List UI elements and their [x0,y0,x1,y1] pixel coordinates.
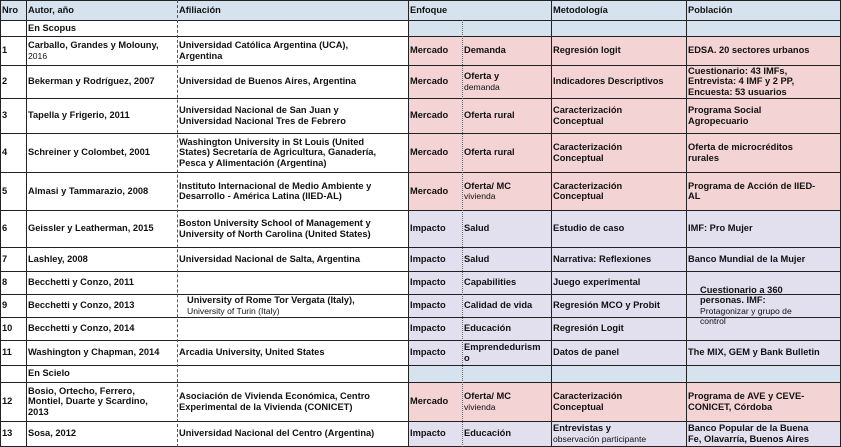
author-text: Bosio, Ortecho, Ferrero, Montiel, Duarte y Scardino, 2013 [28,385,148,417]
metodologia-cell [551,421,686,446]
merged-population-text: Cuestionario a 360 personas. IMF: [700,284,783,305]
autor-cell [26,340,177,365]
topic-text: Oferta/ MC [464,391,512,401]
approach-text: Impacto [410,223,446,234]
column-divider [551,0,552,447]
author-text: Becchetti y Conzo, 2011 [28,277,134,288]
nro-cell [0,247,26,271]
affiliation-text: Washington University in St Louis (United States) Secretaría de Agricultura, Ganadería, Pesca y Alimentación (Argentina) [179,136,377,168]
enfoque-cell [408,210,462,247]
topic-text: Salud [464,253,490,264]
approach-text: Mercado [410,76,449,87]
topic-text: Oferta/ MC [464,180,512,191]
afiliacion-cell [177,65,408,98]
topic-text: Calidad de vida [464,300,533,311]
tema-cell [462,421,551,446]
afiliacion-cell [177,340,408,365]
autor-cell [26,172,177,210]
method-text: Juego experimental [553,277,641,288]
approach-text: Mercado [410,396,449,407]
affiliation-text: Instituto Internacional de Medio Ambiente y Desarrollo - América Latina (IIED-AL) [179,180,372,201]
author-text: Geissler y Leatherman, 2015 [28,223,154,234]
poblacion-cell [686,421,840,446]
nro-cell [0,36,26,65]
row-number: 2 [2,76,8,87]
enfoque-cell [408,340,462,365]
approach-text: Impacto [410,428,446,439]
author-text: Carballo, Grandes y Molouny, [28,40,159,50]
method-text: Caracterización Conceptual [553,391,623,412]
author-text: Almasi y Tammarazio, 2008 [28,185,149,196]
row-divider [0,340,841,341]
autor-cell [26,210,177,247]
header-enfoque [408,0,462,20]
autor-cell [26,65,177,98]
population-text: Programa de Acción de IIED- AL [688,180,816,201]
poblacion-cell [686,340,840,365]
metodologia-cell [551,271,686,294]
topic-sub: vivienda [464,191,496,201]
merged-poblacion-cell [686,271,840,340]
approach-text: Impacto [410,253,446,264]
topic-text: Salud [464,223,490,234]
affiliation-text: Universidad Nacional de Salta, Argentina [179,253,360,264]
enfoque-cell [408,65,462,98]
nro-cell [0,294,26,317]
header-nro-label: Nro [2,5,19,15]
topic-sub: vivienda [464,401,496,412]
tema-cell [462,36,551,65]
afiliacion-cell [177,98,408,133]
affiliation-text: Asociación de Vivienda Económica, Centro Experimental de la Vivienda (CONICET) [179,391,370,412]
enfoque-cell [408,317,462,340]
section-title: En Scopus [28,22,77,33]
poblacion-cell [686,36,840,65]
enfoque-cell [408,382,462,421]
population-text: Banco Popular de la Buena Fe, Olavarría, Buenos Aires [688,423,810,444]
header-poblacion [686,0,840,20]
approach-text: Impacto [410,277,446,288]
topic-text: Educación [464,428,512,439]
autor-cell [26,421,177,446]
row-number: 13 [2,428,13,439]
method-text: Narrativa: Reflexiones [553,253,652,264]
row-number: 5 [2,185,8,196]
tema-cell [462,210,551,247]
approach-text: Mercado [410,45,449,56]
poblacion-cell [686,65,840,98]
author-text: Tapella y Frigerio, 2011 [28,110,130,121]
header-nro [0,0,26,20]
method-text: Datos de panel [553,347,620,358]
approach-text: Impacto [410,300,446,311]
header-poblacion-label: Población [688,5,733,15]
row-number: 10 [2,323,13,334]
autor-cell [26,36,177,65]
row-divider [0,271,841,272]
autor-cell [26,133,177,172]
tema-cell [462,340,551,365]
author-text: Sosa, 2012 [28,428,77,439]
topic-text: Oferta rural [464,110,515,121]
header-afiliacion-label: Afiliación [179,5,221,15]
author-text: Washington y Chapman, 2014 [28,347,160,358]
row-number: 8 [2,277,8,288]
topic-text: Capabilities [464,277,517,288]
header-autor [26,0,177,20]
merged-population-sub: Protagonizar y grupo de control [700,305,792,326]
enfoque-cell [408,133,462,172]
enfoque-cell [408,271,462,294]
author-text: Lashley, 2008 [28,253,88,264]
afiliacion-cell [177,382,408,421]
enfoque-cell [408,421,462,446]
section-band [408,20,840,36]
method-text: Caracterización Conceptual [553,142,623,163]
nro-cell [0,98,26,133]
tema-cell [462,271,551,294]
method-text: Entrevistas y [553,423,611,433]
row-number: 9 [2,300,8,311]
poblacion-cell [686,247,840,271]
affiliation-text: Arcadia University, United States [179,347,325,358]
method-text: Regresión MCO y Probit [553,300,660,311]
afiliacion-cell [177,36,408,65]
column-divider [177,0,178,447]
row-divider [0,172,841,173]
header-enfoque-label: Enfoque [410,5,448,15]
topic-sub: demanda [464,81,500,92]
population-text: The MIX, GEM y Bank Bulletin [688,347,820,358]
row-divider [0,36,841,37]
approach-text: Impacto [410,347,446,358]
section-nro-cell [0,20,26,36]
population-text: Oferta de microcréditos rurales [688,142,793,163]
section-band [408,365,840,382]
poblacion-cell [686,210,840,247]
metodologia-cell [551,36,686,65]
author-text: Becchetti y Conzo, 2013 [28,300,135,311]
poblacion-cell [686,172,840,210]
method-text: Caracterización Conceptual [553,105,623,126]
autor-cell [26,271,177,294]
topic-text: Demanda [464,45,506,56]
metodologia-cell [551,247,686,271]
header-afiliacion [177,0,408,20]
approach-text: Impacto [410,323,446,334]
row-number: 6 [2,223,8,234]
section-label-scopus [26,20,408,36]
row-divider [0,247,841,248]
method-text: Regresión logit [553,45,621,56]
row-divider [0,133,841,134]
affiliation-text: Universidad Nacional de San Juan y Universidad Nacional Tres de Febrero [179,105,346,126]
row-number: 3 [2,110,8,121]
metodologia-cell [551,65,686,98]
enfoque-cell [408,98,462,133]
section-label-scielo [26,365,408,382]
metodologia-cell [551,133,686,172]
afiliacion-cell [177,421,408,446]
tema-cell [462,98,551,133]
header-autor-label: Autor, año [28,5,74,15]
nro-cell [0,133,26,172]
metodologia-cell [551,172,686,210]
poblacion-cell [686,382,840,421]
row-divider [0,65,841,66]
approach-text: Mercado [410,185,449,196]
author-text: Bekerman y Rodríguez, 2007 [28,76,155,87]
merged-affiliation-sub: University of Turin (Italy) [187,305,280,316]
affiliation-text: Boston University School of Management y University of North Carolina (United States) [179,218,371,239]
header-metodologia [551,0,686,20]
tema-cell [462,172,551,210]
author-text: Schreiner y Colombet, 2001 [28,147,150,158]
tema-cell [462,382,551,421]
nro-cell [0,65,26,98]
row-divider [0,365,841,366]
metodologia-cell [551,382,686,421]
row-divider [0,294,841,295]
affiliation-text: Universidad Católica Argentina (UCA), Argentina [179,40,349,61]
topic-text: Oferta y [464,71,500,81]
affiliation-text: Universidad Nacional del Centro (Argentina) [179,428,375,439]
enfoque-cell [408,172,462,210]
enfoque-cell [408,247,462,271]
autor-cell [26,247,177,271]
row-divider [0,210,841,211]
afiliacion-cell [177,210,408,247]
column-divider [686,0,687,447]
row-divider [0,0,841,1]
nro-cell [0,172,26,210]
row-number: 4 [2,147,8,158]
tema-cell [462,247,551,271]
row-number: 11 [2,347,12,358]
afiliacion-cell [177,133,408,172]
topic-text: Emprendedurism o [464,342,541,363]
autor-cell [26,382,177,421]
merged-afiliacion-cell [177,271,408,340]
column-divider [462,20,463,447]
autor-cell [26,98,177,133]
row-divider [0,20,841,21]
topic-text: Educación [464,323,512,334]
method-sub: observación participante [553,433,647,444]
approach-text: Mercado [410,147,449,158]
metodologia-cell [551,317,686,340]
tema-cell [462,294,551,317]
section-title: En Scielo [28,368,70,379]
method-text: Caracterización Conceptual [553,180,623,201]
population-text: IMF: Pro Mujer [688,223,753,234]
nro-cell [0,382,26,421]
section-nro-cell [0,365,26,382]
tema-cell [462,65,551,98]
row-divider [0,98,841,99]
nro-cell [0,317,26,340]
nro-cell [0,210,26,247]
column-divider [408,0,409,447]
header-metodologia-label: Metodología [553,5,608,15]
column-divider [0,0,1,447]
author-year: 2016 [28,50,48,61]
row-number: 1 [2,45,8,56]
population-text: EDSA. 20 sectores urbanos [688,45,810,56]
metodologia-cell [551,294,686,317]
nro-cell [0,271,26,294]
row-divider [0,382,841,383]
population-text: Programa Social Agropecuario [688,105,762,126]
merged-affiliation-text: University of Rome Tor Vergata (Italy), [187,295,355,305]
row-number: 12 [2,396,13,407]
population-text: Programa de AVE y CEVE- CONICET, Córdoba [688,391,805,412]
nro-cell [0,421,26,446]
afiliacion-cell [177,247,408,271]
afiliacion-cell [177,172,408,210]
enfoque-cell [408,36,462,65]
method-text: Estudio de caso [553,223,625,234]
author-text: Becchetti y Conzo, 2014 [28,323,135,334]
header-tema [462,0,551,20]
approach-text: Mercado [410,110,449,121]
metodologia-cell [551,340,686,365]
autor-cell [26,317,177,340]
row-divider [0,317,841,318]
population-text: Cuestionario: 43 IMFs, Entrevista: 4 IMF y 2 PP, Encuesta: 53 usuarios [688,65,795,97]
metodologia-cell [551,98,686,133]
row-divider [0,421,841,422]
poblacion-cell [686,98,840,133]
metodologia-cell [551,210,686,247]
tema-cell [462,133,551,172]
tema-cell [462,317,551,340]
nro-cell [0,340,26,365]
poblacion-cell [686,133,840,172]
enfoque-cell [408,294,462,317]
topic-text: Oferta rural [464,147,515,158]
affiliation-text: Universidad de Buenos Aires, Argentina [179,76,357,87]
column-divider [26,0,27,447]
method-text: Regresión Logit [553,323,624,334]
autor-cell [26,294,177,317]
row-number: 7 [2,253,8,264]
population-text: Banco Mundial de la Mujer [688,253,806,264]
method-text: Indicadores Descriptivos [553,76,664,87]
